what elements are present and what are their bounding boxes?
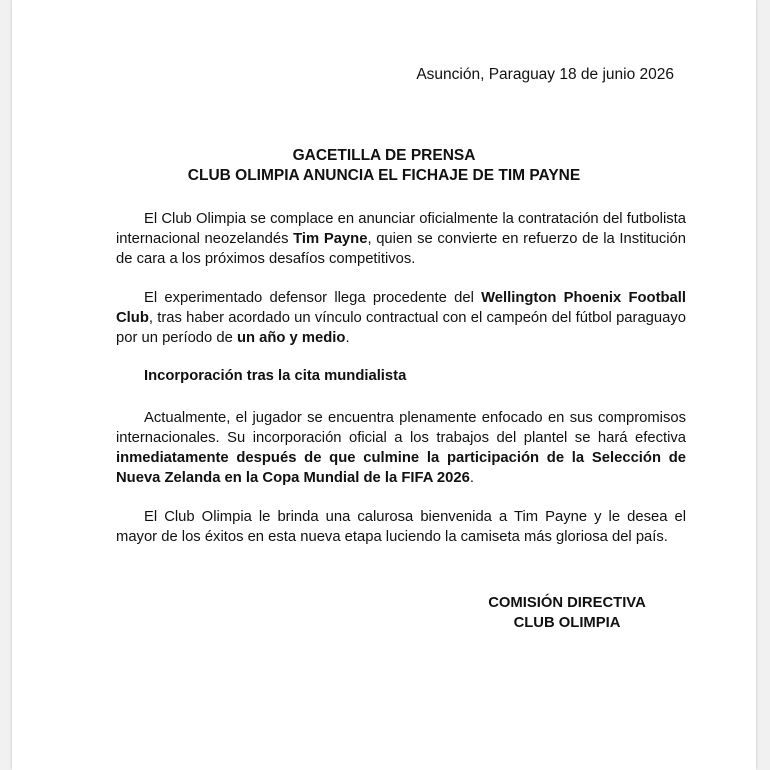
paragraph-1 <box>116 209 686 269</box>
paragraph-1-bold-player: Tim Payne <box>293 231 368 247</box>
paragraph-2 <box>116 288 686 348</box>
document-page <box>12 0 756 770</box>
paragraph-3-bold-timing: inmediatamente después de que culmine la participación de la Selección de Nueva Zelanda en la Copa Mundial de la FIFA 2026 <box>116 450 686 486</box>
paragraph-1-text-b: , quien se convierte en refuerzo de la Institución de cara a los próximos desafíos competitivos. <box>116 231 686 267</box>
heading-line-2: CLUB OLIMPIA ANUNCIA EL FICHAJE DE TIM PAYNE <box>187 167 581 184</box>
signature-line-1: COMISIÓN DIRECTIVA <box>488 595 646 611</box>
paragraph-2-text-b: , tras haber acordado un vínculo contractual con el campeón del fútbol paraguayo por un período de <box>116 310 686 346</box>
date-line: Asunción, Paraguay 18 de junio 2026 <box>416 66 674 83</box>
paragraph-3 <box>116 408 686 488</box>
paragraph-3-text-a: Actualmente, el jugador se encuentra plenamente enfocado en sus compromisos internacionales. Su incorporación oficial a los trabajos del plantel se hará efectiva <box>116 410 686 446</box>
paragraph-2-text-c: . <box>345 330 350 346</box>
signature-block <box>472 593 662 633</box>
heading-line-1: GACETILLA DE PRENSA <box>292 147 476 164</box>
paragraph-2-text-a: El experimentado defensor llega procedente del <box>144 290 482 306</box>
paragraph-3-text-b: . <box>469 470 474 486</box>
signature-line-2: CLUB OLIMPIA <box>513 615 621 631</box>
paragraph-1-text-a: El Club Olimpia se complace en anunciar oficialmente la contratación del futbolista internacional neozelandés <box>116 211 686 247</box>
paragraph-2-bold-club: Wellington Phoenix Football Club <box>116 290 686 326</box>
press-release-heading <box>12 146 756 186</box>
paragraph-4-text-a: El Club Olimpia le brinda una calurosa bienvenida a Tim Payne y le desea el mayor de los éxitos en esta nueva etapa luciendo la camiseta más gloriosa del país. <box>116 509 686 545</box>
paragraph-4 <box>116 507 686 547</box>
paragraph-2-bold-duration: un año y medio <box>236 330 346 346</box>
section-subtitle: Incorporación tras la cita mundialista <box>144 368 407 384</box>
